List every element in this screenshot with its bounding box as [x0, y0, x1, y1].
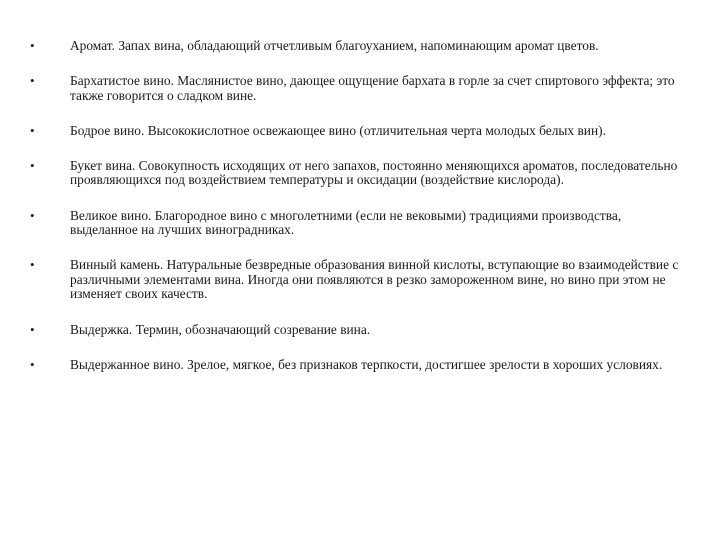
glossary-entry-text: Бодрое вино. Высококислотное освежающее вино (отличительная черта молодых белых вин).	[70, 122, 606, 138]
bullet-icon: •	[30, 356, 35, 372]
glossary-entry-text: Великое вино. Благородное вино с многолетними (если не вековыми) традициями производства, выделанное на лучших виноградниках.	[70, 207, 622, 238]
glossary-entry	[30, 209, 690, 238]
glossary-entry-text: Бархатистое вино. Маслянистое вино, дающее ощущение бархата в горле за счет спиртового эффекта; это также говорится о сладком вине.	[70, 73, 675, 103]
glossary-entry-text: Винный камень. Натуральные безвредные образования винной кислоты, вступающие во взаимодействие с различными элементами вина. Иногда они появляются в резко замороженном вине, но вино при этом не изменяет своих качеств.	[70, 257, 679, 302]
glossary-entry	[30, 323, 690, 338]
glossary-entry	[30, 258, 690, 302]
bullet-icon: •	[30, 73, 35, 89]
bullet-icon: •	[30, 38, 35, 53]
bullet-icon: •	[30, 207, 35, 223]
glossary-entry	[30, 39, 690, 54]
glossary-entry	[30, 358, 690, 373]
bullet-icon: •	[30, 321, 35, 337]
glossary-entry	[30, 124, 690, 139]
glossary-entry	[30, 159, 690, 188]
bullet-icon: •	[30, 257, 35, 273]
glossary-list	[30, 39, 690, 393]
glossary-entry-text: Аромат. Запах вина, обладающий отчетливым благоуханием, напоминающим аромат цветов.	[70, 38, 599, 53]
glossary-entry-text: Букет вина. Совокупность исходящих от него запахов, постоянно меняющихся ароматов, последовательно проявляющихся под воздействием температуры и оксидации (воздействие кислорода).	[70, 157, 678, 188]
bullet-icon: •	[30, 157, 35, 173]
glossary-entry	[30, 74, 690, 103]
bullet-icon: •	[30, 122, 35, 138]
glossary-entry-text: Выдержанное вино. Зрелое, мягкое, без признаков терпкости, достигшее зрелости в хороших условиях.	[70, 356, 663, 372]
glossary-entry-text: Выдержка. Термин, обозначающий созревание вина.	[70, 321, 371, 337]
